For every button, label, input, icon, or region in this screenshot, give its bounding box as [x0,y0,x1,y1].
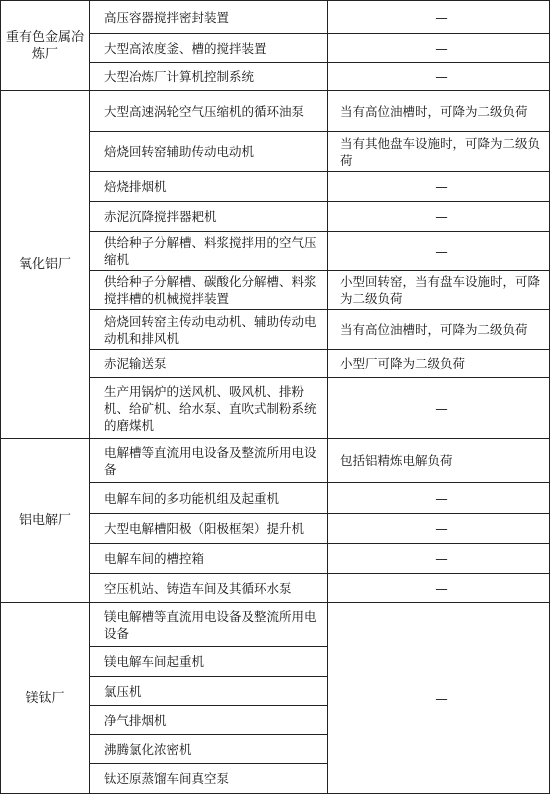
note-cell: — [328,172,550,202]
equipment-cell: 镁电解车间起重机 [90,647,328,677]
equipment-cell: 焙烧排烟机 [90,172,328,202]
note-cell: 包括铝精炼电解负荷 [328,439,550,483]
plant-name-cell: 镁钛厂 [1,603,90,794]
equipment-cell: 焙烧回转窑辅助传动电动机 [90,132,328,172]
equipment-cell: 镁电解槽等直流用电设备及整流所用电设备 [90,603,328,647]
note-cell: — [328,514,550,544]
note-cell: — [328,63,550,91]
equipment-cell: 电解车间的多功能机组及起重机 [90,483,328,514]
equipment-cell: 生产用锅炉的送风机、吸风机、排粉机、给矿机、给水泵、直吹式制粉系统的磨煤机 [90,378,328,439]
equipment-cell: 供给种子分解槽、碳酸化分解槽、料浆搅拌槽的机械搅拌装置 [90,271,328,310]
note-cell: — [328,574,550,603]
equipment-cell: 空压机站、铸造车间及其循环水泵 [90,574,328,603]
note-cell: — [328,202,550,232]
note-cell: 小型回转窑，当有盘车设施时，可降为二级负荷 [328,271,550,310]
plant-name-cell: 重有色金属冶炼厂 [1,1,90,91]
table-row [1,91,550,132]
table-row [1,1,550,34]
equipment-cell: 大型高速涡轮空气压缩机的循环油泵 [90,91,328,132]
note-cell: — [328,1,550,34]
equipment-cell: 钛还原蒸馏车间真空泵 [90,764,328,794]
note-cell: 当有高位油槽时，可降为二级负荷 [328,91,550,132]
equipment-cell: 大型电解槽阳极（阳极框架）提升机 [90,514,328,544]
note-cell: — [328,603,550,794]
equipment-cell: 赤泥沉降搅拌器耙机 [90,202,328,232]
equipment-cell: 净气排烟机 [90,706,328,735]
table-row [1,603,550,647]
note-cell: — [328,378,550,439]
equipment-cell: 焙烧回转窑主传动电动机、辅助传动电动机和排风机 [90,310,328,350]
note-cell: 当有高位油槽时，可降为二级负荷 [328,310,550,350]
note-cell: 当有其他盘车设施时，可降为二级负荷 [328,132,550,172]
note-cell: — [328,34,550,63]
table-row [1,439,550,483]
equipment-cell: 电解槽等直流用电设备及整流所用电设备 [90,439,328,483]
equipment-cell: 大型冶炼厂计算机控制系统 [90,63,328,91]
plant-name-cell: 铝电解厂 [1,439,90,603]
equipment-cell: 大型高浓度釜、槽的搅拌装置 [90,34,328,63]
equipment-cell: 供给种子分解槽、料浆搅拌用的空气压缩机 [90,232,328,271]
equipment-cell: 氯压机 [90,677,328,706]
equipment-cell: 电解车间的槽控箱 [90,544,328,574]
equipment-cell: 沸腾氯化浓密机 [90,735,328,764]
plant-name-cell: 氧化铝厂 [1,91,90,439]
equipment-cell: 高压容器搅拌密封装置 [90,1,328,34]
equipment-cell: 赤泥输送泵 [90,350,328,378]
note-cell: 小型厂可降为二级负荷 [328,350,550,378]
note-cell: — [328,483,550,514]
note-cell: — [328,232,550,271]
note-cell: — [328,544,550,574]
